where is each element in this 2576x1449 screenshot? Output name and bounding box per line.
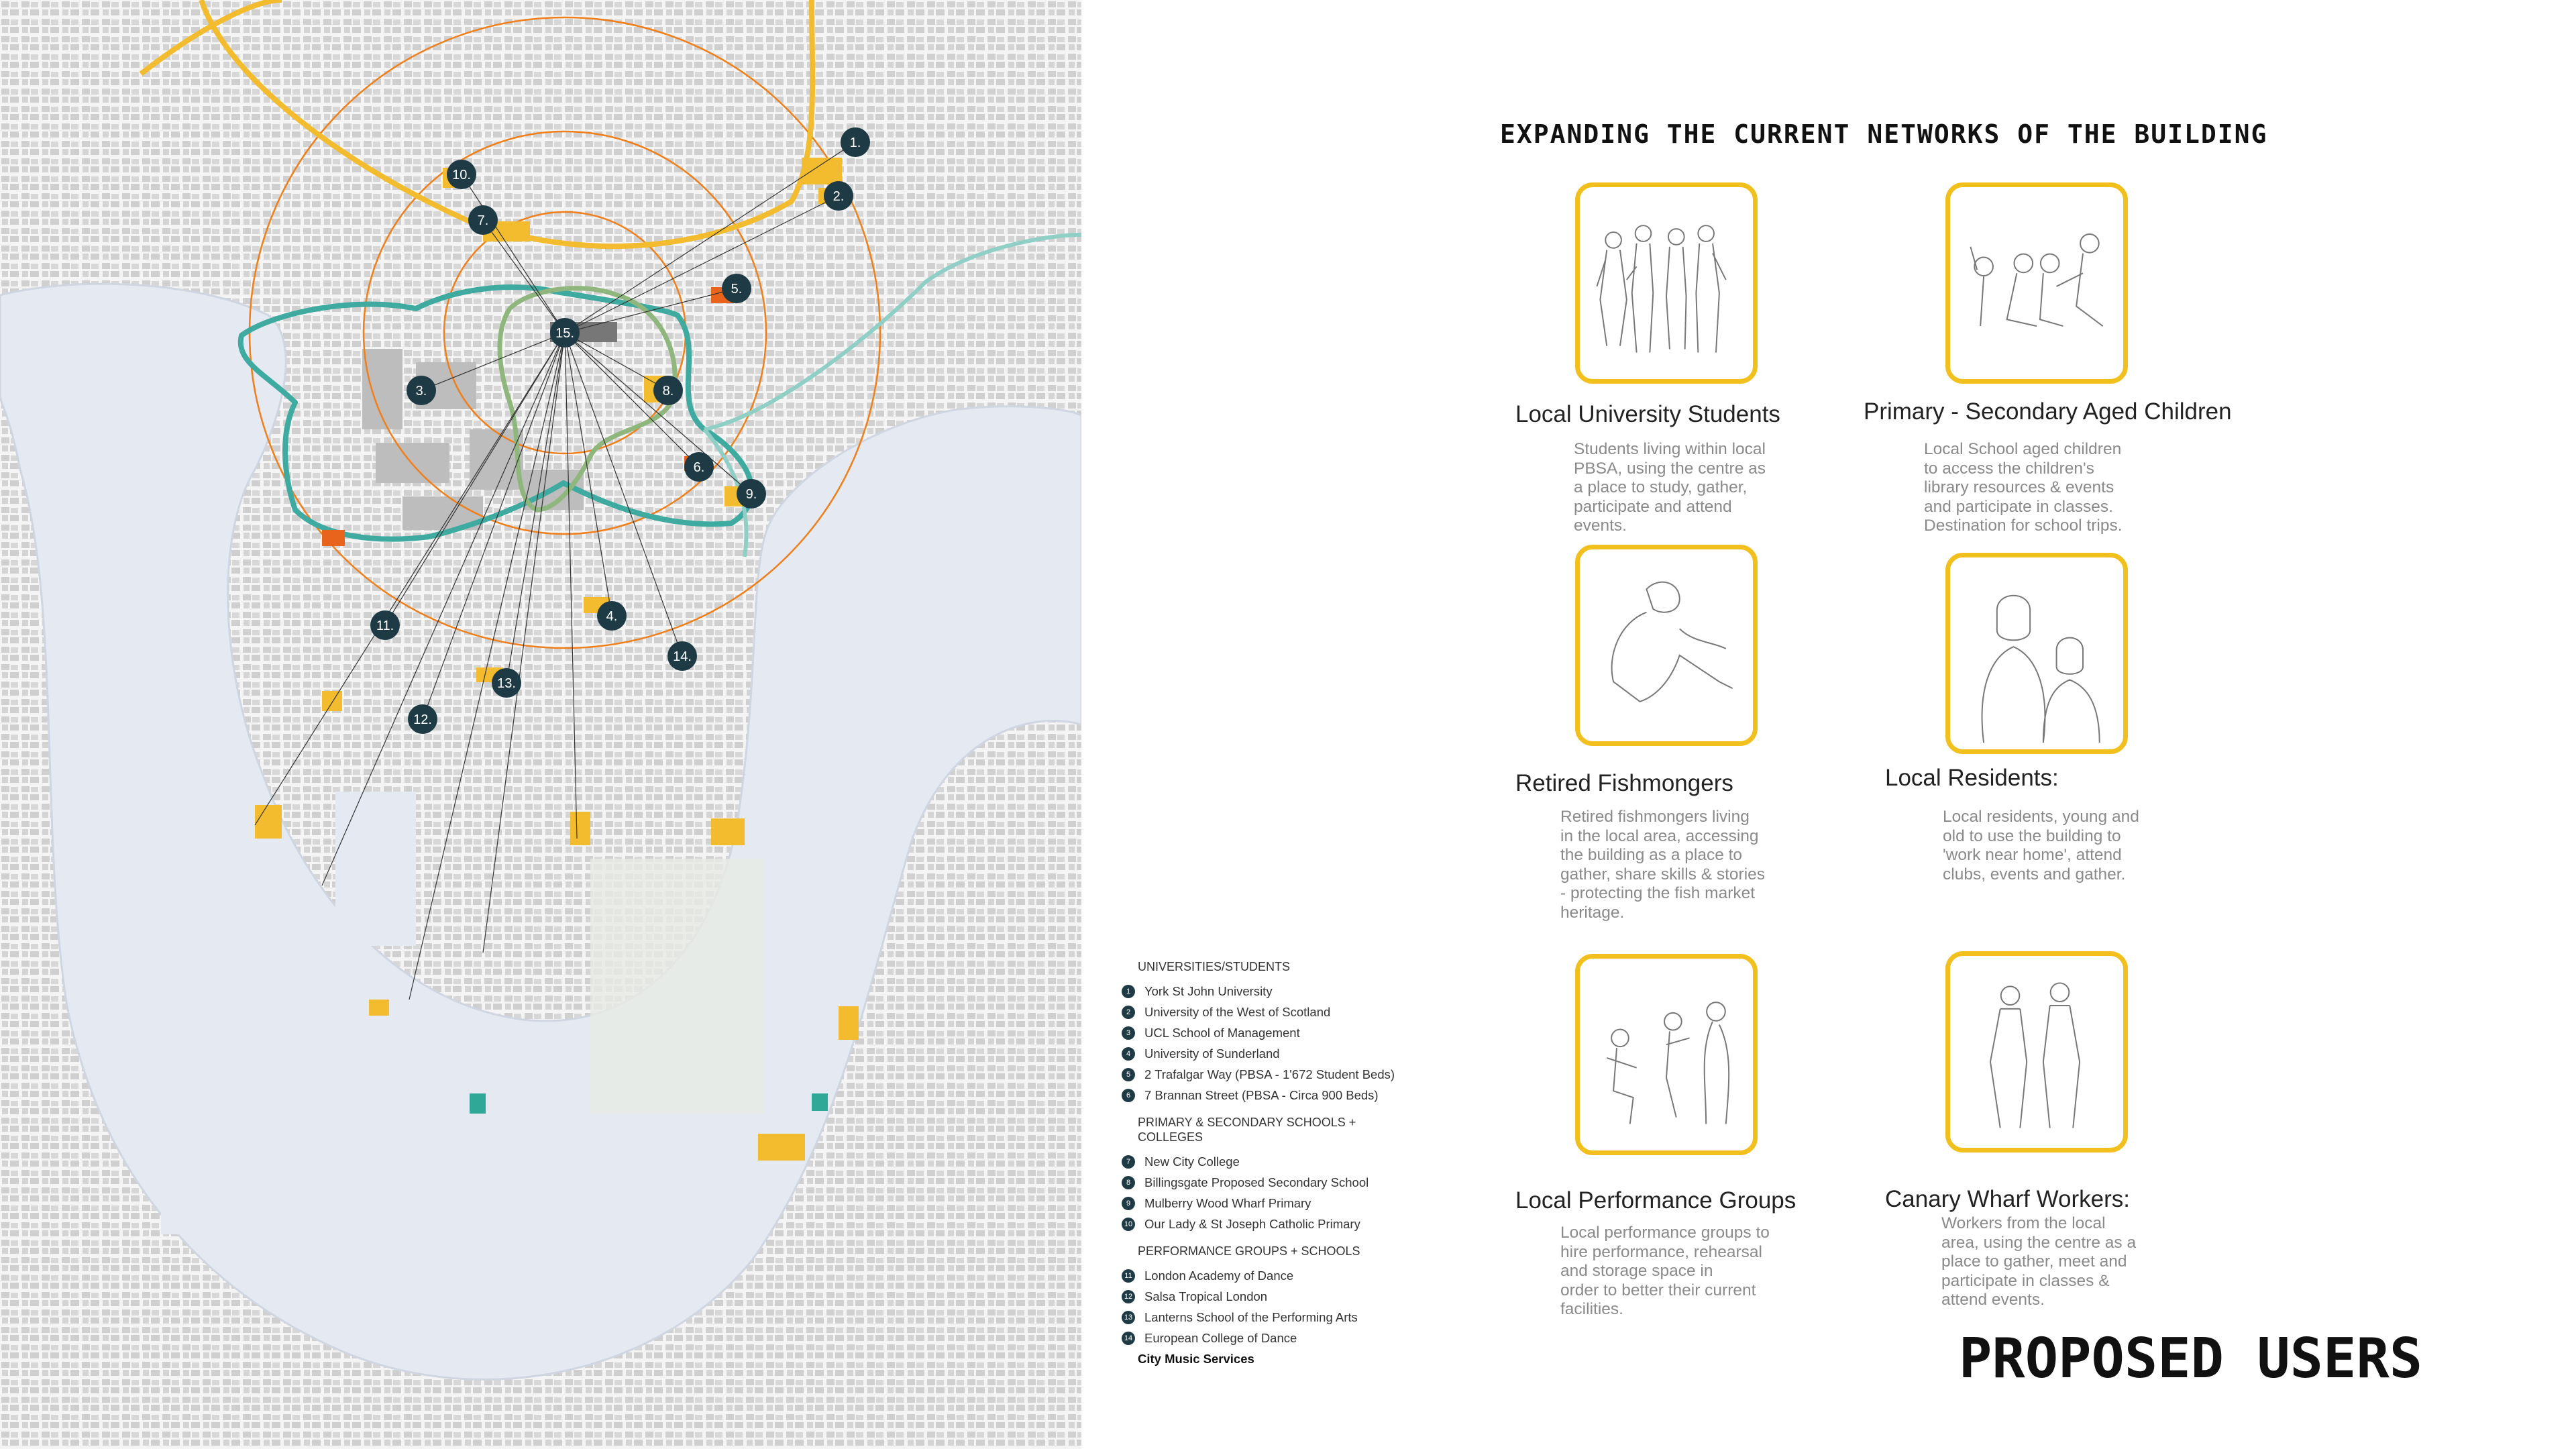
legend-item xyxy=(1122,1328,1538,1348)
legend-label: Mulberry Wood Wharf Primary xyxy=(1144,1195,1311,1210)
user-description: Local residents, young and old to use the building to 'work near home', attend clubs, events and gather. xyxy=(1943,808,2139,883)
map-marker xyxy=(407,376,436,405)
user-description: Retired fishmongers living in the local area, accessing the building as a place to gather, share skills & stories - protecting the fish market heritage. xyxy=(1560,808,1766,922)
legend-heading: PRIMARY & SECONDARY SCHOOLS + COLLEGES xyxy=(1138,1116,1356,1144)
map-marker-label: 1. xyxy=(849,136,861,150)
map-marker-label: 13. xyxy=(497,676,516,691)
map-marker-label: 15. xyxy=(555,326,574,341)
map-marker xyxy=(841,127,870,157)
legend-label: University of the West of Scotland xyxy=(1144,1004,1331,1019)
legend-item xyxy=(1122,1085,1538,1106)
legend-label: Salsa Tropical London xyxy=(1144,1289,1268,1303)
residents-illustration xyxy=(1950,557,2123,749)
map-marker-label: 8. xyxy=(662,384,674,398)
legend-heading: UNIVERSITIES/STUDENTS xyxy=(1138,960,1291,973)
legend-number-badge: 8 xyxy=(1122,1176,1135,1189)
performers-illustration xyxy=(1580,959,1753,1150)
site-map xyxy=(0,0,1081,1449)
legend-label: New City College xyxy=(1144,1154,1240,1169)
legend-number-badge: 10 xyxy=(1122,1218,1135,1231)
legend-number-badge: 5 xyxy=(1122,1068,1135,1081)
user-description: Local School aged children to access the children's library resources & events and participate in classes. Destination for school trips. xyxy=(1924,440,2123,535)
legend-item xyxy=(1122,1265,1538,1286)
legend-label: European College of Dance xyxy=(1144,1330,1297,1345)
legend-number-badge: 1 xyxy=(1122,985,1135,998)
legend-label: York St John University xyxy=(1144,983,1273,998)
map-marker-label: 14. xyxy=(673,649,692,664)
legend-number-badge: 6 xyxy=(1122,1089,1135,1102)
children-illustration xyxy=(1950,187,2123,379)
user-description: Workers from the local area, using the centre as a place to gather, meet and participate in classes & attend events. xyxy=(1941,1214,2137,1309)
legend-number-badge: 13 xyxy=(1122,1311,1135,1324)
card-fishmongers xyxy=(1575,545,1758,746)
legend-item xyxy=(1122,1151,1538,1172)
legend-item xyxy=(1122,1064,1538,1085)
legend-number-badge: 2 xyxy=(1122,1006,1135,1019)
legend-label: Our Lady & St Joseph Catholic Primary xyxy=(1144,1216,1360,1231)
legend-item xyxy=(1122,1214,1538,1234)
map-marker xyxy=(408,704,437,734)
map-marker-label: 9. xyxy=(745,487,757,502)
map-marker-label: 11. xyxy=(376,619,394,633)
legend-label: 7 Brannan Street (PBSA - Circa 900 Beds) xyxy=(1144,1087,1379,1102)
map-marker xyxy=(667,641,697,671)
user-name: Local Residents: xyxy=(1885,765,2059,791)
legend-item xyxy=(1122,1002,1538,1022)
map-park-area xyxy=(590,859,765,1114)
map-marker xyxy=(468,205,498,235)
legend-item xyxy=(1122,1193,1538,1214)
card-children xyxy=(1945,182,2128,384)
card-performers xyxy=(1575,954,1758,1155)
card-students xyxy=(1575,182,1758,384)
workers-illustration xyxy=(1950,956,2123,1148)
map-marker-label: 5. xyxy=(731,282,743,297)
user-name: Local University Students xyxy=(1515,401,1780,427)
map-legend xyxy=(1122,959,1538,1369)
user-name: Primary - Secondary Aged Children xyxy=(1864,398,2232,425)
legend-extra: City Music Services xyxy=(1138,1351,1254,1366)
legend-heading: PERFORMANCE GROUPS + SCHOOLS xyxy=(1138,1244,1360,1258)
map-marker-label: 2. xyxy=(833,189,845,204)
page-heading: EXPANDING THE CURRENT NETWORKS OF THE BUILDING xyxy=(1500,119,2268,149)
map-marker xyxy=(722,274,751,303)
map-dock xyxy=(335,792,416,946)
map-marker xyxy=(737,479,766,508)
legend-number-badge: 7 xyxy=(1122,1155,1135,1169)
legend-number-badge: 4 xyxy=(1122,1047,1135,1061)
map-marker-label: 6. xyxy=(693,460,705,475)
map-marker-label: 12. xyxy=(413,712,432,727)
user-name: Canary Wharf Workers: xyxy=(1885,1186,2130,1212)
students-illustration xyxy=(1580,187,1753,379)
user-name: Retired Fishmongers xyxy=(1515,770,1733,796)
map-marker-label: 4. xyxy=(606,609,618,624)
user-description: Local performance groups to hire performance, rehearsal and storage space in order to better their current facilities. xyxy=(1560,1224,1770,1318)
user-name: Local Performance Groups xyxy=(1515,1187,1796,1214)
map-marker-label: 10. xyxy=(452,168,471,182)
legend-label: 2 Trafalgar Way (PBSA - 1'672 Student Beds) xyxy=(1144,1067,1395,1081)
legend-label: London Academy of Dance xyxy=(1144,1268,1294,1283)
section-title: PROPOSED USERS xyxy=(1959,1327,2423,1391)
legend-label: Lanterns School of the Performing Arts xyxy=(1144,1309,1358,1324)
card-workers xyxy=(1945,951,2128,1152)
map-marker xyxy=(684,452,714,482)
map-marker xyxy=(550,318,580,347)
legend-label: UCL School of Management xyxy=(1144,1025,1300,1040)
legend-number-badge: 11 xyxy=(1122,1269,1135,1283)
card-residents xyxy=(1945,553,2128,754)
map-dock xyxy=(161,1140,221,1234)
map-marker xyxy=(370,610,400,640)
map-marker xyxy=(447,160,476,189)
legend-number-badge: 14 xyxy=(1122,1332,1135,1345)
legend-label: University of Sunderland xyxy=(1144,1046,1280,1061)
legend-item xyxy=(1122,981,1538,1002)
map-marker-label: 7. xyxy=(477,213,489,228)
map-marker xyxy=(653,376,683,405)
legend-item xyxy=(1122,1022,1538,1043)
legend-item xyxy=(1122,1286,1538,1307)
map-marker xyxy=(492,668,521,698)
legend-item xyxy=(1122,1307,1538,1328)
map-marker-label: 3. xyxy=(415,384,427,398)
map-marker xyxy=(597,601,627,631)
user-description: Students living within local PBSA, using the centre as a place to study, gather, participate and attend events. xyxy=(1574,440,1766,535)
fishmonger-illustration xyxy=(1580,549,1753,741)
legend-item xyxy=(1122,1172,1538,1193)
legend-number-badge: 12 xyxy=(1122,1290,1135,1303)
legend-item xyxy=(1122,1043,1538,1064)
legend-number-badge: 3 xyxy=(1122,1026,1135,1040)
legend-label: Billingsgate Proposed Secondary School xyxy=(1144,1175,1369,1189)
legend-number-badge: 9 xyxy=(1122,1197,1135,1210)
map-marker xyxy=(824,181,853,211)
